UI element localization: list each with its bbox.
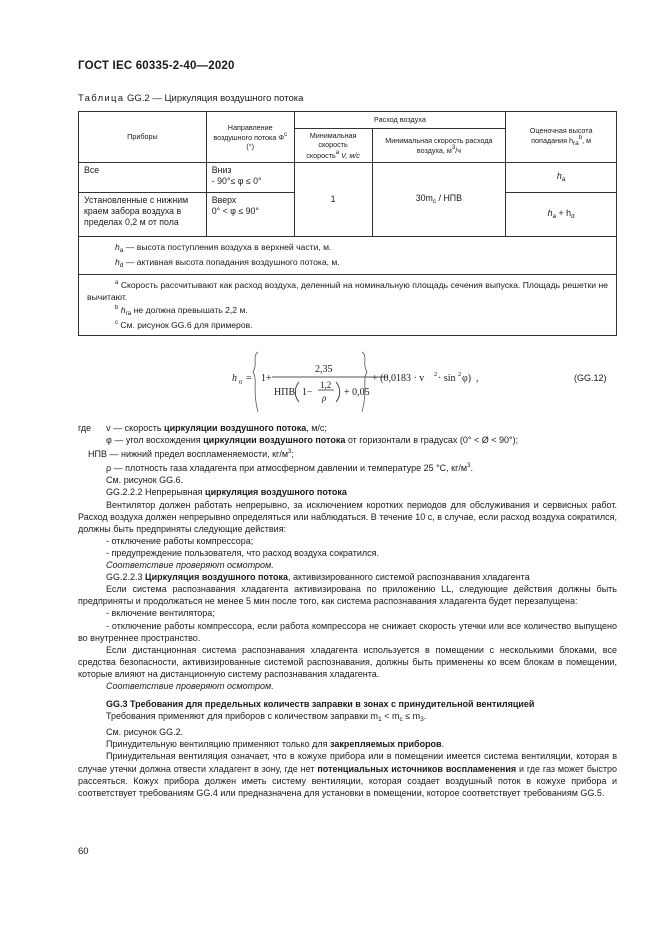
definition-v: где v — скорость циркуляции воздушного потока, м/с; (78, 423, 327, 433)
footnote-a: $^a$ Скорость рассчитывают как расход воздуха, деленный на номинальную площадь сечения выпуска. Площадь решетки не вычитают. (87, 279, 609, 303)
legend-item: $h_d$ — активная высота попадания воздушного потока, м. (115, 256, 340, 269)
footnote-b: $^b$ $h_{ra}$ не должна превышать 2,2 м. (115, 305, 248, 318)
svg-text:1+: 1+ (261, 373, 272, 384)
conformity-note: Соответствие проверяют осмотром. (106, 560, 274, 571)
formula-tail: + (0,0183 · v (372, 373, 425, 384)
table-row-direction: Вверх 0° < φ ≤ 90° (206, 193, 294, 237)
svg-text:=: = (246, 373, 252, 384)
svg-text:1−: 1− (302, 387, 313, 398)
paragraph: Принудительную вентиляцию применяют только для закрепляемых приборов. (106, 739, 445, 750)
min-flow-value: $30m_c$ / НПВ (372, 163, 506, 237)
definition-rho: ρ — плотность газа хладагента при атмосферном давлении и температуре 25 °С, $кг/м^3$. (106, 463, 473, 474)
section-gg-2-2-2: GG.2.2.2 Непрерывная циркуляция воздушного потока (106, 487, 347, 498)
paragraph: Принудительная вентиляция означает, что в кожухе прибора или в помещении имеется система вентиляции, которая в случае утечки должна отвести хладагент в зону, где нет потенциальных источников воспламенения и где газ может быстро рассеяться. Кожух прибора должен иметь систему вентиляции, которая создает воздушный поток в кожухе прибора и соответствует требованиям GG.4 или предназначена для установки в помещении, которое соответствует требованиям GG.5. (78, 751, 618, 798)
col-header-min-speed: Минимальная скорость скорость$^a$ V, м/с (294, 129, 372, 163)
list-item: - отключение работы компрессора; (106, 535, 254, 546)
page-number: 60 (78, 846, 89, 857)
col-header-devices: Приборы (79, 112, 207, 163)
svg-text:1,2: 1,2 (320, 380, 332, 390)
col-header-height: Оценочная высота попадания hra$^b$, м (506, 112, 617, 163)
formula-den-npv: НПВ (274, 387, 296, 398)
svg-text:2: 2 (434, 371, 438, 378)
height-value-1: $h_a$ (506, 163, 617, 193)
formula-gg12 (228, 350, 620, 414)
table-row-device: Все (79, 163, 207, 193)
svg-text:φ): φ) (462, 373, 472, 384)
footnote-c: $^c$ См. рисунок GG.6 для примеров. (115, 320, 253, 331)
svg-text:2: 2 (458, 371, 462, 378)
height-value-2: $h_a + h_d$ (506, 193, 617, 237)
table-caption-text: GG.2 — Циркуляция воздушного потока (127, 93, 304, 104)
table-row-direction: Вниз - 90°≤ φ ≤ 0° (206, 163, 294, 193)
col-header-airflow: Расход воздуха (294, 112, 506, 129)
svg-text:,: , (476, 373, 479, 384)
paragraph: Если система распознавания хладагента активизирована по приложению LL, следующие действия должны быть предприняты и продолжаться не менее 5 мин после того, как система распознавания хладагента будет перезапущена: (78, 584, 617, 607)
airflow-table (78, 111, 617, 336)
formula-number: (GG.12) (574, 373, 607, 383)
body-text (78, 422, 617, 799)
list-item: - отключение работы компрессора, если работа компрессора не снижает скорость утечки или все количество выпущено во внутреннее пространство. (78, 620, 617, 643)
table-caption-word: Таблица (78, 93, 125, 104)
definition-phi: φ — угол восхождения циркуляции воздушного потока от горизонтали в градусах (0° < Ø < 90°); (106, 435, 519, 446)
section-gg-3-title: GG.3 Требования для предельных количеств заправки в зонах с принудительной вентиляцией (106, 699, 535, 710)
svg-text:0: 0 (239, 379, 243, 386)
min-speed-value: 1 (294, 163, 372, 237)
col-header-min-flow: Минимальная скорость расхода воздуха, $м^3/ч$ (372, 129, 506, 163)
col-header-direction: Направление воздушного потока $\Phi^c$ (°) (206, 112, 294, 163)
formula-numerator: 2,35 (315, 364, 333, 375)
table-caption (78, 93, 303, 104)
svg-text:· sin: · sin (438, 373, 456, 384)
paragraph: Требования применяют для приборов с количеством заправки $m_1 < m_c \le m_3$. (106, 711, 427, 724)
section-gg-2-2-3: GG.2.2.3 Циркуляция воздушного потока, активизированного системой распознавания хладагента (106, 572, 530, 583)
table-row-device: Установленные с нижним краем забора воздуха в пределах 0,2 м от пола (79, 193, 207, 237)
legend-item: $h_a$ — высота поступления воздуха в верхней части, м. (115, 242, 332, 255)
paragraph: Если дистанционная система распознавания хладагента используется в помещении с несколькими блоками, все средства безопасности, активизированные системой распознавания, должны быть применены ко всем блокам в помещении, которые влияют на дистанционную систему распознавания хладагента. (78, 644, 617, 679)
conformity-note: Соответствие проверяют осмотром. (106, 680, 274, 691)
formula-lhs: h (232, 373, 237, 384)
table-legend (79, 237, 617, 275)
document-header: ГОСТ IEC 60335-2-40—2020 (78, 60, 235, 72)
list-item: - предупреждение пользователя, что расход воздуха сократился. (106, 547, 379, 558)
list-item: - включение вентилятора; (106, 608, 215, 619)
svg-text:ρ: ρ (322, 393, 327, 403)
see-figure-gg6: См. рисунок GG.6. (106, 475, 184, 486)
svg-text:+ 0,05: + 0,05 (344, 387, 370, 398)
paragraph: Вентилятор должен работать непрерывно, за исключением коротких периодов для обслуживания и сервисных работ. Расход воздуха должен непрерывно определяться или наблюдаться. В течение 10 с, в случае, если расход воздуха сократился, должны быть предприняты следующие действия: (78, 499, 618, 534)
definition-npv: НПВ — нижний предел воспламеняемости, $кг/м^3$; (88, 449, 294, 460)
table-footnotes (79, 274, 617, 335)
see-figure-gg2: См. рисунок GG.2. (106, 727, 184, 738)
